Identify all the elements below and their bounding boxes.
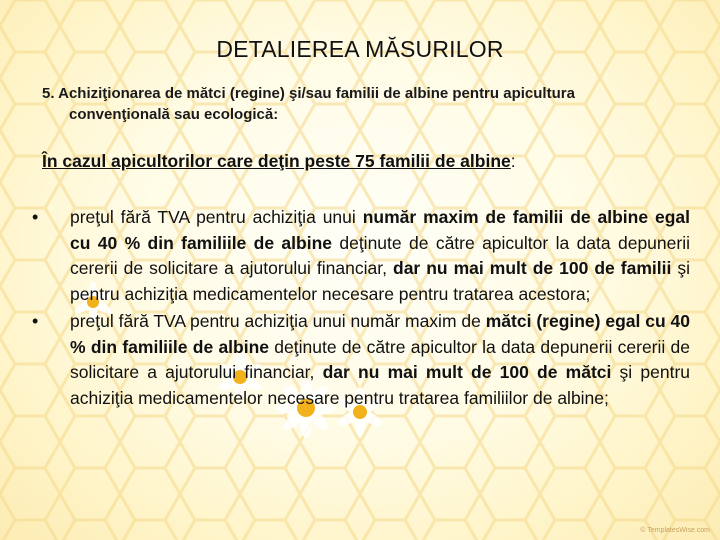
bullet-marker: • (32, 207, 39, 227)
bullet-text-bold: dar nu mai mult de 100 de mătci (322, 362, 612, 382)
bullet-text: deţinute de către apicultor la data depunerii cererii de solicitare a ajutorului financiar, (70, 336, 691, 382)
measure-subtitle (42, 83, 682, 125)
bullet-list (24, 205, 690, 411)
bullet-text: şi pentru achiziţia medicamentelor necesare pentru tratarea familiilor de albine; (70, 362, 691, 408)
bullet-text-bold: dar nu mai mult de 100 de familii (393, 258, 672, 278)
bullet-text: şi pentru achiziţia medicamentelor necesare pentru tratarea acestora; (70, 258, 691, 304)
slide-title: DETALIEREA MĂSURILOR (216, 36, 504, 62)
intro-statement (42, 151, 692, 172)
subtitle-line-1: 5. Achiziţionarea de mătci (regine) şi/sau familii de albine pentru apicultura (42, 85, 575, 102)
bullet-marker: • (32, 311, 39, 331)
bullet-text: deţinute de către apicultor la data depunerii cererii de solicitare a ajutorului financiar, (70, 232, 690, 278)
bullet-text-bold: număr maxim de familii de albine egal cu 40 % din familiile de albine (70, 207, 690, 253)
intro-text: În cazul apicultorilor care deţin peste 75 familii de albine (42, 151, 511, 171)
bullet-text-bold: mătci (regine) egal cu 40 % din familiile de albine (70, 311, 690, 357)
bullet-text: preţul fără TVA pentru achiziţia unui (70, 207, 363, 227)
bullet-text: preţul fără TVA pentru achiziţia unui număr maxim de (70, 311, 486, 331)
bullet-item (24, 309, 690, 411)
intro-colon: : (510, 151, 516, 171)
watermark: © TemplatesWise.com (640, 527, 710, 534)
subtitle-line-2: convenţională sau ecologică: (69, 106, 279, 123)
bullet-item (24, 205, 690, 307)
